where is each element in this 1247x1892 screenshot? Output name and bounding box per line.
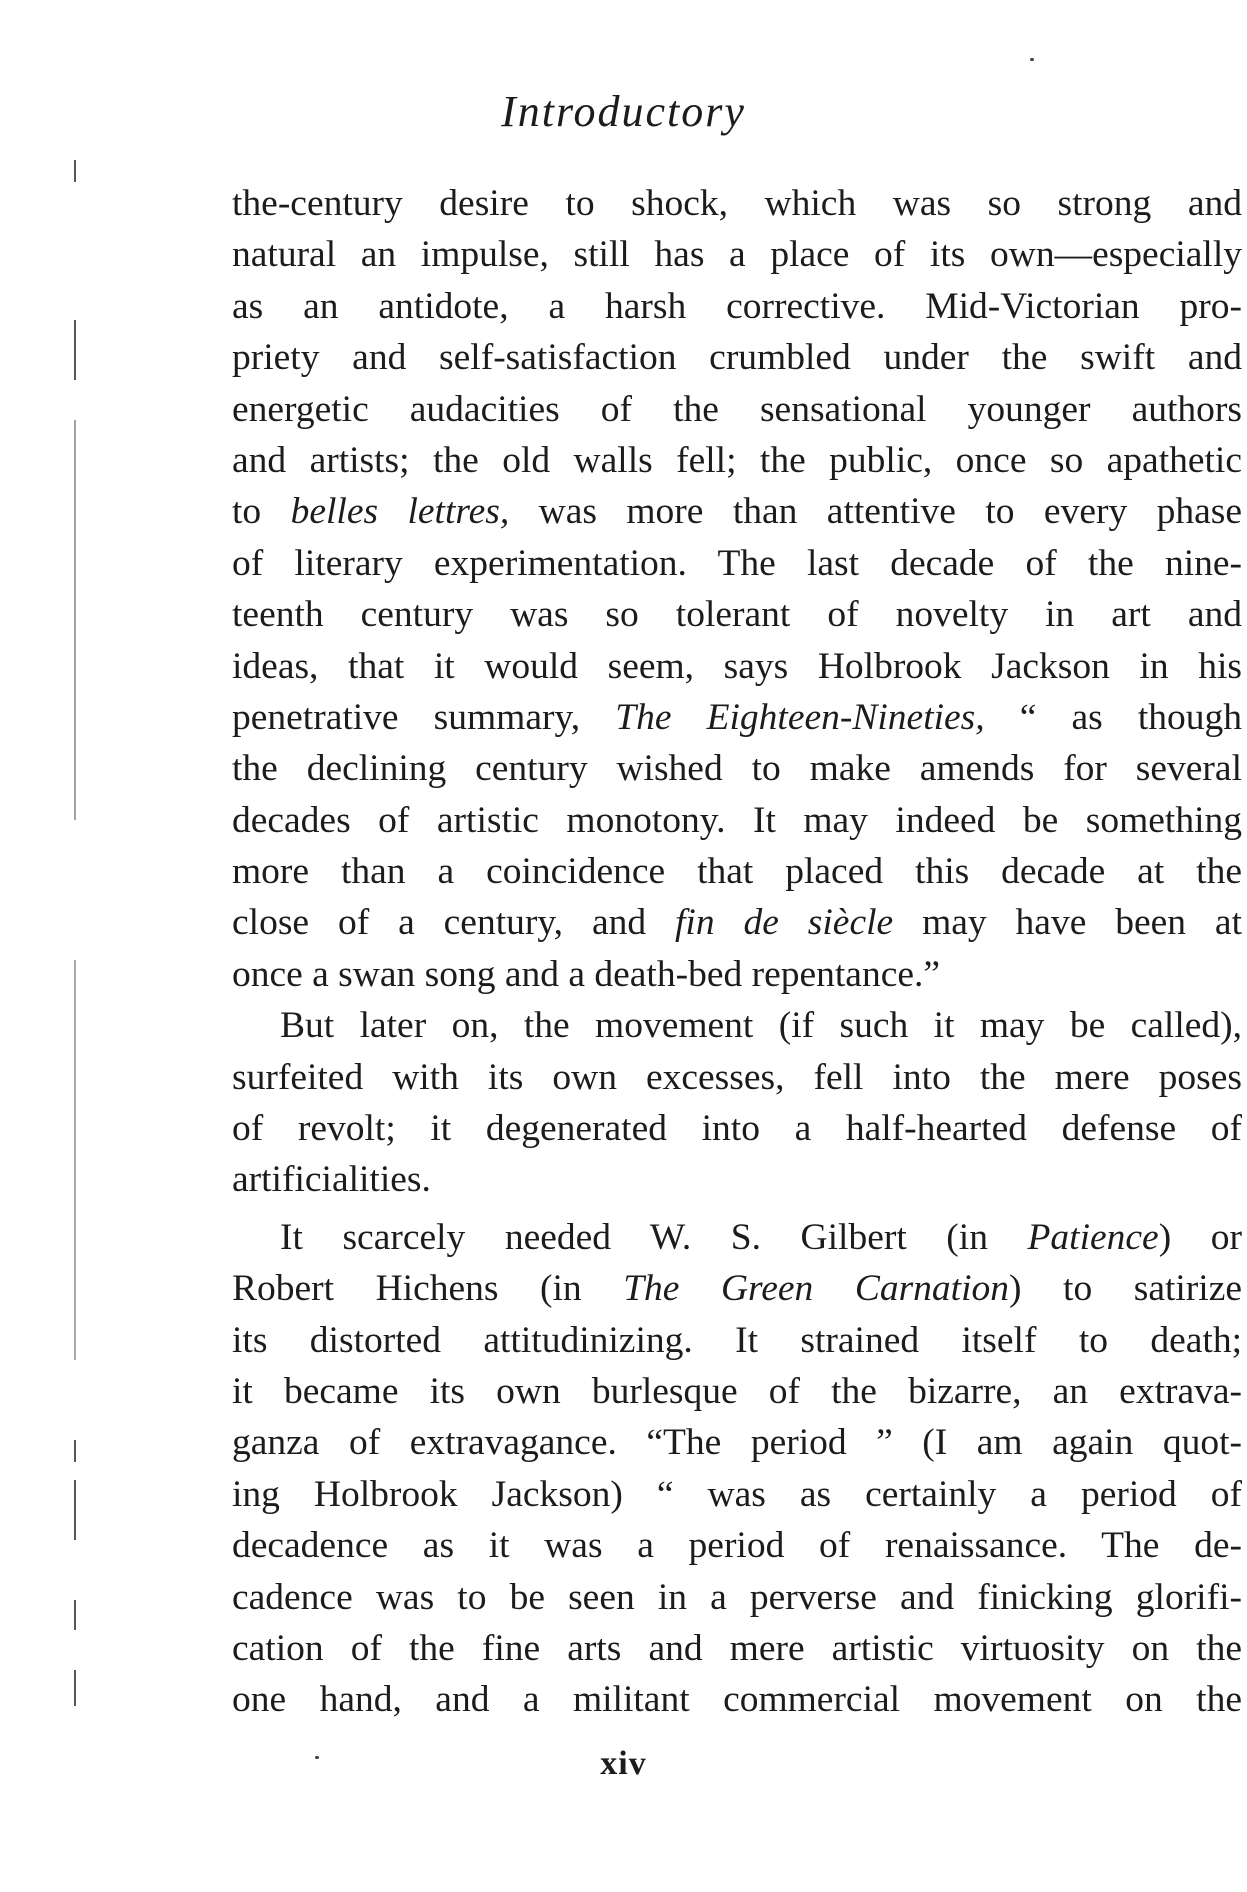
text-line: But later on, the movement (if such it may be called), xyxy=(280,1005,1242,1047)
text-line: to belles lettres, was more than attentive to every phase xyxy=(232,491,1242,533)
text-line: of literary experimentation. The last decade of the nine- xyxy=(232,542,1242,584)
scan-artifact xyxy=(74,1440,76,1462)
scan-artifact xyxy=(74,320,76,380)
paragraph xyxy=(232,1000,1242,1206)
text-line: the declining century wished to make amends for several xyxy=(232,748,1242,790)
text-line: energetic audacities of the sensational younger authors xyxy=(232,388,1242,430)
text-line: its distorted attitudinizing. It strained itself to death; xyxy=(232,1319,1242,1361)
text-line: priety and self-satisfaction crumbled under the swift and xyxy=(232,337,1242,379)
text-line: and artists; the old walls fell; the public, once so apathetic xyxy=(232,439,1242,481)
text-line: It scarcely needed W. S. Gilbert (in Patience) or xyxy=(280,1216,1242,1258)
text-line: ing Holbrook Jackson) “ was as certainly a period of xyxy=(232,1473,1242,1515)
text-line: ideas, that it would seem, says Holbrook Jackson in his xyxy=(232,645,1242,687)
text-line: once a swan song and a death-bed repentance.” xyxy=(232,953,940,995)
scan-artifact xyxy=(74,1670,76,1706)
scan-artifact xyxy=(315,1756,319,1759)
page-number: xiv xyxy=(600,1745,647,1782)
text-line: ganza of extravagance. “The period ” (I am again quot- xyxy=(232,1422,1242,1464)
scan-artifact xyxy=(74,1480,76,1540)
scan-artifact xyxy=(74,1600,76,1630)
paragraph xyxy=(232,1212,1242,1726)
text-line: of revolt; it degenerated into a half-hearted defense of xyxy=(232,1108,1242,1150)
text-line: surfeited with its own excesses, fell into the mere poses xyxy=(232,1056,1242,1098)
text-line: natural an impulse, still has a place of its own—especially xyxy=(232,234,1242,276)
text-line: cation of the fine arts and mere artistic virtuosity on the xyxy=(232,1627,1242,1669)
scan-artifact xyxy=(74,960,76,1360)
text-line: the-century desire to shock, which was so strong and xyxy=(232,183,1242,224)
text-line: one hand, and a militant commercial movement on the xyxy=(232,1679,1242,1721)
scan-artifact xyxy=(74,160,76,182)
text-line: Robert Hichens (in The Green Carnation) to satirize xyxy=(232,1268,1242,1310)
text-line: artificialities. xyxy=(232,1159,431,1201)
text-line: as an antidote, a harsh corrective. Mid-Victorian pro- xyxy=(232,285,1242,327)
text-line: close of a century, and fin de siècle may have been at xyxy=(232,902,1242,944)
text-line: decades of artistic monotony. It may indeed be something xyxy=(232,799,1242,841)
text-line: penetrative summary, The Eighteen-Nineties, “ as though xyxy=(232,696,1242,738)
scan-artifact xyxy=(74,420,76,820)
body-text xyxy=(232,178,1242,1726)
text-line: more than a coincidence that placed this decade at the xyxy=(232,851,1242,893)
text-line: teenth century was so tolerant of novelty in art and xyxy=(232,594,1242,636)
scan-artifact xyxy=(1030,58,1034,61)
text-line: decadence as it was a period of renaissance. The de- xyxy=(232,1525,1242,1567)
running-head: Introductory xyxy=(501,87,746,136)
text-line: cadence was to be seen in a perverse and finicking glorifi- xyxy=(232,1576,1242,1618)
text-line: it became its own burlesque of the bizarre, an extrava- xyxy=(232,1370,1242,1412)
paragraph xyxy=(232,178,1242,1000)
